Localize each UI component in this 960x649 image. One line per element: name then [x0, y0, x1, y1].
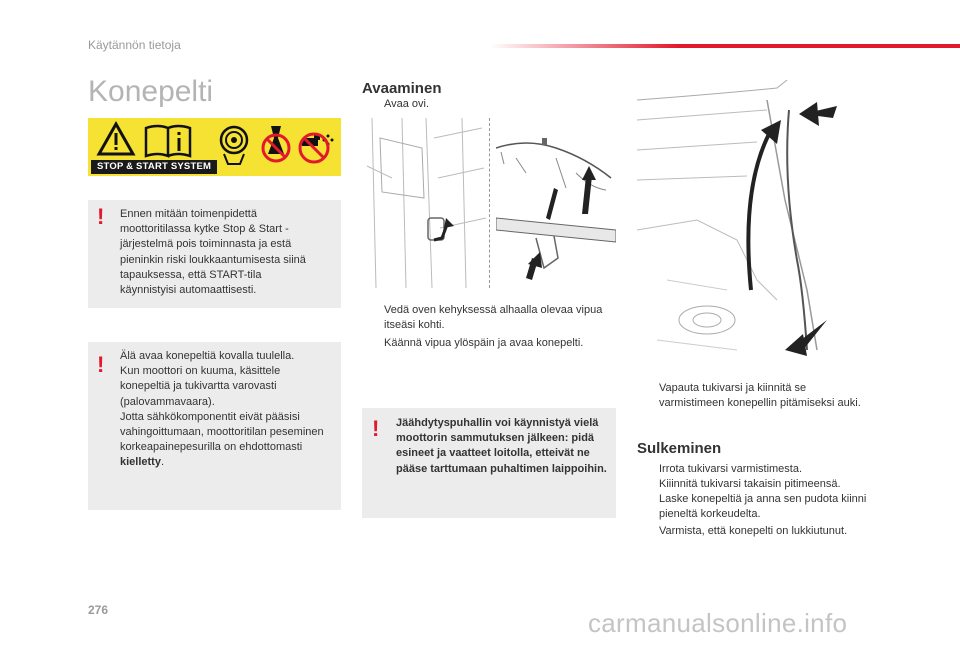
- warning-text: [120, 349, 325, 471]
- stop-start-badge: STOP & START SYSTEM: [91, 160, 217, 174]
- page-title: Konepelti: [88, 75, 214, 108]
- closing-step-4: Varmista, että konepelti on lukkiutunut.: [659, 525, 848, 537]
- closing-heading: Sulkeminen: [637, 440, 722, 457]
- hood-release-illustration: [496, 118, 616, 288]
- no-spray-icon: [300, 134, 334, 162]
- safety-icon-strip: [88, 118, 341, 176]
- opening-step-3: Käännä vipua ylöspäin ja avaa konepelti.: [384, 337, 584, 349]
- opening-step-4: Vapauta tukivarsi ja kiinnitä se varmistimeen konepellin pitämiseksi auki.: [659, 382, 861, 409]
- warning-text: Ennen mitään toimenpidettä moottoritilassa kytke Stop & Start -järjestelmä pois toiminnasta ja estä pieninkin riski loukkaantumisesta siinä tapauksessa, että START-tila käynnistyisi automaattisesti.: [120, 208, 306, 297]
- closing-step-3: Laske konepeltiä ja anna sen pudota kiinni pieneltä korkeudelta.: [659, 493, 867, 520]
- warning-box-wind: [88, 342, 341, 510]
- closing-step-2: Kiiinnitä tukivarsi takaisin pitimeensä.: [659, 478, 841, 490]
- warning-line-hot: Kun moottori on kuuma, käsittele konepeltiä ja tukivartta varovasti (palovammavaara).: [120, 365, 281, 408]
- warning-box-stop-start: [88, 200, 341, 308]
- warning-line-wind: Älä avaa konepeltiä kovalla tuulella.: [120, 350, 295, 362]
- warning-text: Jäähdytyspuhallin voi käynnistyä vielä moottorin sammutuksen jälkeen: pidä esineet ja vaatteet loitolla, etteivät ne pääse tarttumaan puhaltimen laippoihin.: [396, 417, 607, 475]
- manual-info-icon: [146, 126, 190, 156]
- watermark: carmanualsonline.info: [588, 608, 848, 638]
- opening-step-1: Avaa ovi.: [384, 98, 430, 110]
- closing-step-1: Irrota tukivarsi varmistimesta.: [659, 463, 803, 475]
- fan-icon: [221, 127, 247, 164]
- warning-icon: !: [97, 204, 105, 229]
- no-touch-tie-icon: [263, 126, 289, 161]
- warning-triangle-icon: [99, 124, 133, 154]
- section-label: Käytännön tietoja: [88, 38, 181, 52]
- opening-step-2: Vedä oven kehyksessä alhaalla olevaa vipua itseäsi kohti.: [384, 304, 603, 331]
- warning-icon: !: [372, 416, 380, 441]
- warning-icon: !: [97, 352, 105, 377]
- warning-box-fan: [362, 408, 616, 518]
- prop-rod-illustration: [637, 80, 860, 370]
- figure-divider: [489, 118, 490, 288]
- page-number: 276: [88, 603, 109, 617]
- warning-line-wash: Jotta sähkökomponentit eivät pääsisi vahingoittumaan, moottoritilan peseminen korkeapainepesurilla on ehdottomasti kielletty.: [120, 410, 324, 469]
- opening-heading: Avaaminen: [362, 80, 442, 97]
- header-accent-line: [490, 44, 960, 48]
- prohibited-word: kielletty: [120, 456, 161, 469]
- door-lever-illustration: [362, 118, 488, 288]
